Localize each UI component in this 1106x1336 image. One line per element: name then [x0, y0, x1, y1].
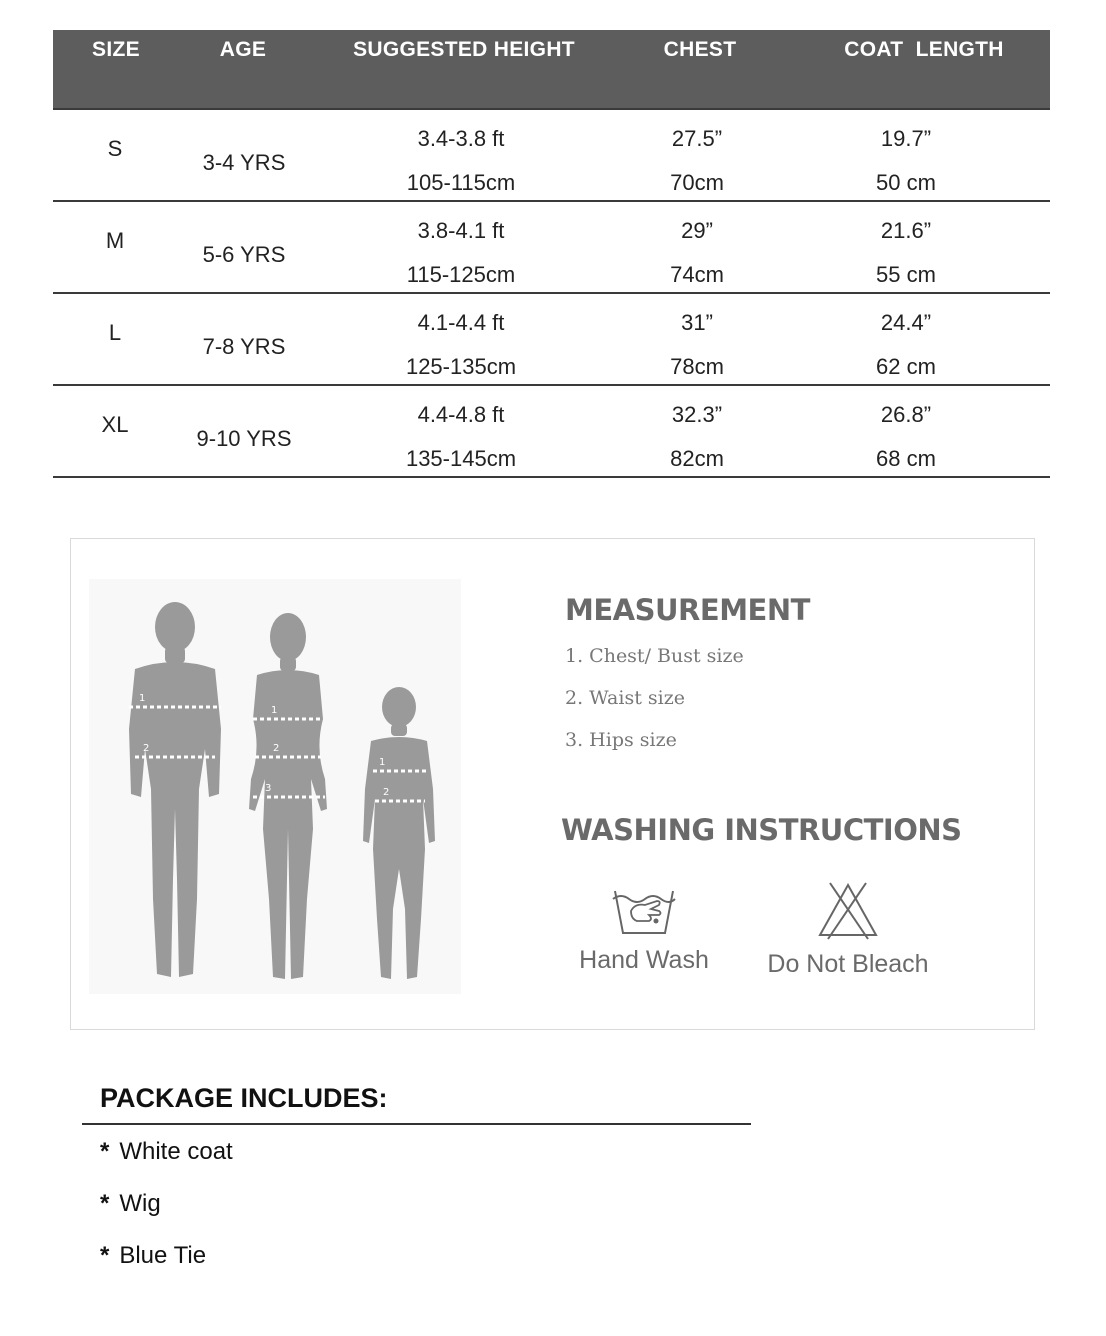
chest-cm-cell: 74cm	[670, 262, 724, 287]
bullet-icon: *	[100, 1242, 110, 1269]
chest-cm-cell: 78cm	[670, 354, 724, 379]
header-height: SUGGESTED HEIGHT	[353, 38, 575, 61]
do-not-bleach-icon	[816, 881, 880, 941]
size-cell: M	[105, 228, 125, 253]
package-item-label: Wig	[119, 1190, 161, 1217]
length-in-cell: 19.7”	[880, 126, 932, 151]
chest-in-cell: 31”	[681, 310, 713, 335]
age-cell: 9-10 YRS	[196, 426, 292, 451]
figure-label: 2	[383, 787, 390, 798]
package-item	[100, 1190, 233, 1242]
chest-in-cell: 32.3”	[671, 402, 723, 427]
length-in-cell: 21.6”	[880, 218, 932, 243]
size-row-s	[53, 110, 1050, 202]
size-cell: XL	[101, 412, 129, 437]
do-not-bleach-label: Do Not Bleach	[767, 950, 929, 978]
length-in-cell: 26.8”	[880, 402, 932, 427]
height-cm-cell: 125-135cm	[405, 354, 517, 379]
figure-label: 2	[273, 743, 280, 754]
size-chart-header	[53, 30, 1050, 110]
height-cm-cell: 115-125cm	[406, 262, 516, 287]
chest-in-cell: 29”	[681, 218, 713, 243]
measurement-item: 3. Hips size	[565, 729, 677, 751]
header-coat-length: COAT LENGTH	[844, 38, 1004, 61]
body-silhouettes-icon	[89, 579, 461, 994]
length-cm-cell: 68 cm	[876, 446, 936, 471]
height-ft-cell: 3.4-3.8 ft	[417, 126, 505, 151]
size-row-l	[53, 294, 1050, 386]
bullet-icon: *	[100, 1138, 110, 1165]
header-chest: CHEST	[663, 38, 737, 61]
header-size: SIZE	[92, 38, 140, 61]
age-cell: 7-8 YRS	[202, 334, 286, 359]
age-cell: 3-4 YRS	[202, 150, 286, 175]
length-in-cell: 24.4”	[880, 310, 932, 335]
package-item	[100, 1242, 233, 1294]
chest-cm-cell: 70cm	[670, 170, 724, 195]
measurement-item: 1. Chest/ Bust size	[565, 645, 744, 667]
figure-label: 2	[143, 743, 150, 754]
washing-instructions-title: WASHING INSTRUCTIONS	[561, 813, 962, 847]
hand-wash-instruction	[571, 881, 717, 975]
chest-in-cell: 27.5”	[671, 126, 723, 151]
height-ft-cell: 3.8-4.1 ft	[417, 218, 505, 243]
header-age: AGE	[219, 38, 267, 61]
body-figures-illustration	[89, 579, 461, 994]
figure-label: 3	[265, 783, 272, 794]
package-item-label: Blue Tie	[119, 1242, 207, 1269]
size-row-m	[53, 202, 1050, 294]
hand-wash-label: Hand Wash	[579, 946, 709, 974]
height-cm-cell: 135-145cm	[405, 446, 517, 471]
height-ft-cell: 4.1-4.4 ft	[417, 310, 505, 335]
bullet-icon: *	[100, 1190, 110, 1217]
chest-cm-cell: 82cm	[670, 446, 724, 471]
size-cell: L	[108, 320, 122, 345]
do-not-bleach-instruction	[763, 881, 933, 979]
height-ft-cell: 4.4-4.8 ft	[417, 402, 505, 427]
measurement-title: MEASUREMENT	[565, 593, 810, 627]
size-row-xl	[53, 386, 1050, 478]
length-cm-cell: 50 cm	[876, 170, 936, 195]
figure-label: 1	[139, 693, 146, 704]
length-cm-cell: 62 cm	[876, 354, 936, 379]
package-includes-title: PACKAGE INCLUDES:	[100, 1083, 388, 1113]
measurement-panel	[70, 538, 1035, 1030]
hand-wash-icon	[609, 881, 679, 937]
package-list	[100, 1138, 233, 1294]
size-chart-table	[53, 30, 1050, 478]
package-item-label: White coat	[119, 1138, 233, 1165]
measurement-item: 2. Waist size	[565, 687, 685, 709]
length-cm-cell: 55 cm	[876, 262, 936, 287]
height-cm-cell: 105-115cm	[406, 170, 516, 195]
age-cell: 5-6 YRS	[202, 242, 286, 267]
size-cell: S	[107, 136, 123, 161]
measurement-list	[565, 645, 744, 771]
figure-label: 1	[379, 757, 386, 768]
package-divider	[82, 1123, 751, 1125]
package-item	[100, 1138, 233, 1190]
figure-label: 1	[271, 705, 278, 716]
